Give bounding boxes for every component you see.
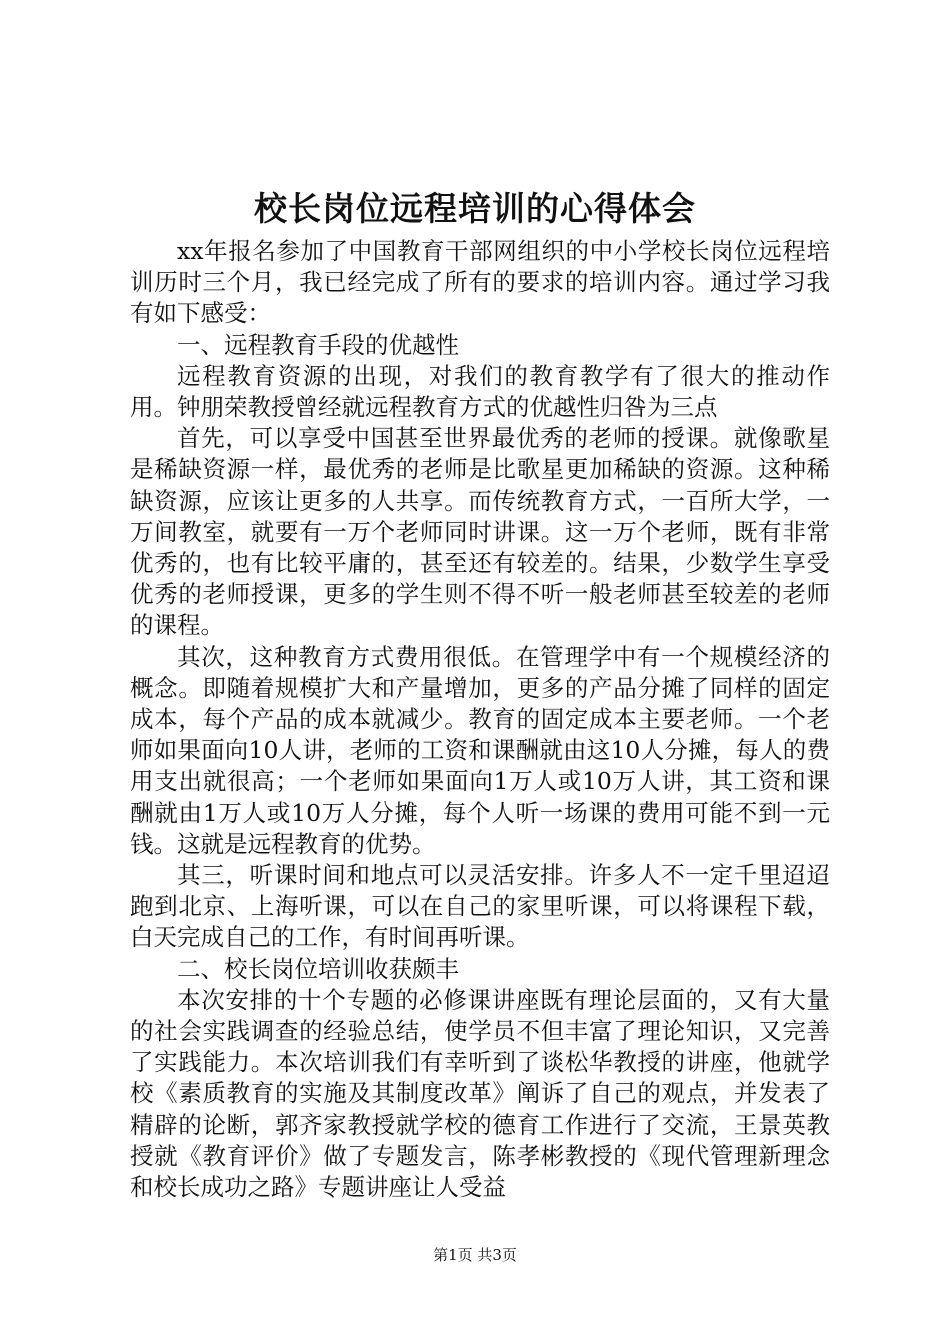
- body-paragraph: 其次，这种教育方式费用很低。在管理学中有一个规模经济的概念。即随着规模扩大和产量增加，更多的产品分摊了同样的固定成本，每个产品的成本就减少。教育的固定成本主要老师。一个老师如果面向10人讲，老师的工资和课酬就由这10人分摊，每人的费用支出就很高；一个老师如果面向1万人或10万人讲，其工资和课酬就由1万人或10万人分摊，每个人听一场课的费用可能不到一元钱。这就是远程教育的优势。: [130, 642, 830, 858]
- body-paragraph: 其三，听课时间和地点可以灵活安排。许多人不一定千里迢迢跑到北京、上海听课，可以在自己的家里听课，可以将课程下载，白天完成自己的工作，有时间再听课。: [130, 861, 830, 952]
- body-paragraph: 远程教育资源的出现，对我们的教育教学有了很大的推动作用。钟朋荣教授曾经就远程教育方式的优越性归咎为三点: [130, 361, 830, 422]
- page-footer: 第1页 共3页: [433, 1246, 517, 1264]
- body-paragraph: 本次安排的十个专题的必修课讲座既有理论层面的，又有大量的社会实践调查的经验总结，使学员不但丰富了理论知识，又完善了实践能力。本次培训我们有幸听到了谈松华教授的讲座，他就学校《素质教育的实施及其制度改革》阐诉了自己的观点，并发表了精辟的论断，郭齐家教授就学校的德育工作进行了交流，王景英教授就《教育评价》做了专题发言，陈孝彬教授的《现代管理新理念和校长成功之路》专题讲座让人受益: [130, 985, 830, 1202]
- intro-paragraph: xx年报名参加了中国教育干部网组织的中小学校长岗位远程培训历时三个月，我已经完成了所有的要求的培训内容。通过学习我有如下感受：: [130, 237, 830, 328]
- section-heading-1: 一、远程教育手段的优越性: [177, 330, 459, 359]
- body-paragraph: 首先，可以享受中国甚至世界最优秀的老师的授课。就像歌星是稀缺资源一样，最优秀的老师是比歌星更加稀缺的资源。这种稀缺资源，应该让更多的人共享。而传统教育方式，一百所大学，一万间教室，就要有一万个老师同时讲课。这一万个老师，既有非常优秀的，也有比较平庸的，甚至还有较差的。结果，少数学生享受优秀的老师授课，更多的学生则不得不听一般老师甚至较差的老师的课程。: [130, 424, 830, 640]
- section-heading-2: 二、校长岗位培训收获颇丰: [177, 954, 459, 983]
- document-body: [130, 236, 830, 1203]
- document-title: 校长岗位远程培训的心得体会: [254, 189, 696, 228]
